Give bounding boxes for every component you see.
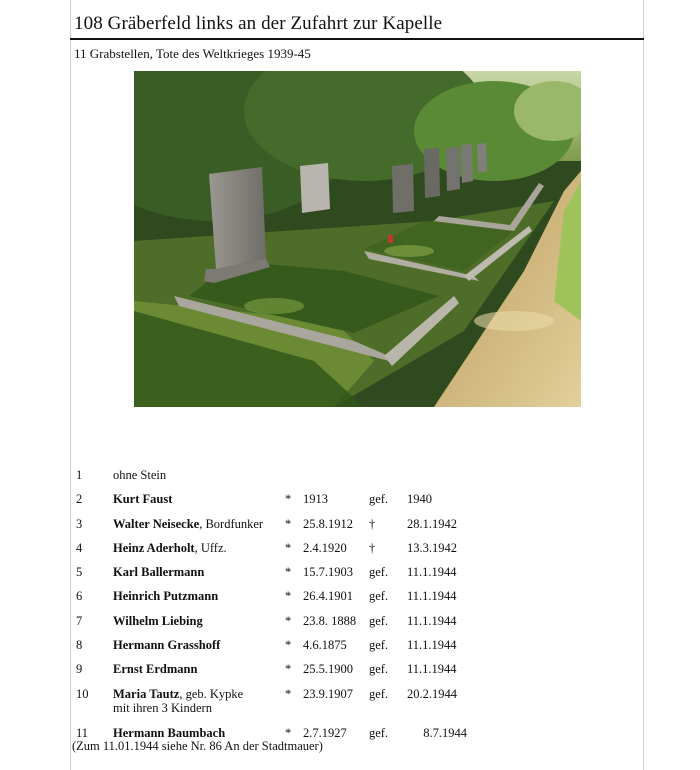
page-subtitle: 11 Grabstellen, Tote des Weltkrieges 1939-45 — [74, 46, 311, 61]
death-date: 11.1.1944 — [407, 638, 457, 653]
grave-name-cell — [113, 586, 285, 610]
death-date: 11.1.1944 — [407, 662, 457, 677]
table-row — [72, 635, 467, 659]
footnote: (Zum 11.01.1944 siehe Nr. 86 An der Stadtmauer) — [72, 739, 323, 753]
table-row — [72, 538, 467, 562]
death-marker: † — [369, 540, 376, 555]
birth-star: * — [285, 613, 292, 628]
grave-name: Hermann Baumbach — [113, 725, 226, 740]
grave-name: Kurt Faust — [113, 492, 173, 507]
table-row — [72, 659, 467, 683]
birth-date: 23.8. 1888 — [303, 613, 357, 628]
birth-star: * — [285, 516, 292, 531]
birth-date — [303, 465, 369, 489]
birth-star — [285, 465, 303, 489]
death-marker: † — [369, 516, 376, 531]
death-marker — [369, 465, 407, 489]
death-date: 28.1.1942 — [407, 516, 457, 531]
death-marker: gef. — [369, 638, 389, 653]
birth-date: 23.9.1907 — [303, 686, 353, 701]
birth-star: * — [285, 589, 292, 604]
table-row — [72, 514, 467, 538]
grave-name-cell — [113, 659, 285, 683]
death-marker: gef. — [369, 662, 389, 677]
birth-date: 2.7.1927 — [303, 725, 347, 740]
birth-star: * — [285, 725, 292, 740]
birth-star: * — [285, 686, 292, 701]
grave-name: Hermann Grasshoff — [113, 638, 221, 653]
grave-number: 11 — [76, 725, 89, 740]
birth-date: 15.7.1903 — [303, 565, 353, 580]
table-row — [72, 586, 467, 610]
death-date: 20.2.1944 — [407, 686, 457, 701]
death-date: 1940 — [407, 492, 432, 507]
death-date — [407, 465, 467, 489]
grave-name-cell — [113, 465, 285, 489]
death-date: 11.1.1944 — [407, 589, 457, 604]
grave-name-suffix: , geb. Kypke — [179, 686, 244, 701]
grave-number: 9 — [76, 662, 83, 677]
death-marker: gef. — [369, 613, 389, 628]
birth-star: * — [285, 662, 292, 677]
birth-star: * — [285, 565, 292, 580]
birth-date: 2.4.1920 — [303, 540, 347, 555]
grave-number: 8 — [76, 638, 83, 653]
grave-number: 7 — [76, 613, 83, 628]
grave-name-suffix: , Uffz. — [194, 540, 227, 555]
right-margin-line — [643, 0, 644, 770]
grave-name: Heinrich Putzmann — [113, 589, 219, 604]
death-marker: gef. — [369, 725, 389, 740]
title-underline — [70, 38, 644, 40]
birth-star: * — [285, 638, 292, 653]
grave-name: Maria Tautz — [113, 686, 180, 701]
grave-name: Walter Neisecke — [113, 516, 200, 531]
grave-name: Ernst Erdmann — [113, 662, 198, 677]
death-date: 11.1.1944 — [407, 565, 457, 580]
death-date: 11.1.1944 — [407, 613, 457, 628]
birth-date: 26.4.1901 — [303, 589, 353, 604]
grave-number: 6 — [76, 589, 83, 604]
left-margin-line — [70, 0, 71, 770]
grave-name: Heinz Aderholt — [113, 540, 195, 555]
table-row — [72, 684, 467, 723]
grave-name: Wilhelm Liebing — [113, 613, 203, 628]
death-date: 13.3.1942 — [407, 540, 457, 555]
grave-number: 5 — [76, 565, 83, 580]
birth-date: 25.5.1900 — [303, 662, 353, 677]
birth-date: 25.8.1912 — [303, 516, 353, 531]
cemetery-photo — [134, 71, 581, 407]
grave-name-line2: mit ihren 3 Kindern — [113, 700, 212, 715]
graves-table — [72, 465, 467, 747]
birth-date: 1913 — [303, 492, 328, 507]
grave-name-cell — [113, 514, 285, 538]
death-marker: gef. — [369, 686, 389, 701]
page-title: 108 Gräberfeld links an der Zufahrt zur Kapelle — [74, 13, 443, 34]
grave-number: 2 — [76, 492, 83, 507]
grave-name-cell — [113, 562, 285, 586]
grave-name: ohne Stein — [113, 468, 167, 482]
death-marker: gef. — [369, 492, 389, 507]
grave-number: 10 — [76, 686, 89, 701]
grave-number: 3 — [76, 516, 83, 531]
death-marker: gef. — [369, 589, 389, 604]
grave-number: 4 — [76, 540, 83, 555]
grave-name-cell — [113, 684, 285, 723]
birth-star: * — [285, 492, 292, 507]
grave-name-cell — [113, 635, 285, 659]
birth-star: * — [285, 540, 292, 555]
table-row — [72, 562, 467, 586]
grave-name-cell — [113, 538, 285, 562]
grave-name-cell — [113, 611, 285, 635]
grave-name-cell — [113, 489, 285, 513]
grave-number: 1 — [76, 468, 83, 482]
grave-name: Karl Ballermann — [113, 565, 205, 580]
grave-name-suffix: , Bordfunker — [199, 516, 264, 531]
death-marker: gef. — [369, 565, 389, 580]
table-row — [72, 465, 467, 489]
table-row — [72, 489, 467, 513]
table-row — [72, 611, 467, 635]
death-date: 8.7.1944 — [423, 725, 467, 740]
birth-date: 4.6.1875 — [303, 638, 347, 653]
